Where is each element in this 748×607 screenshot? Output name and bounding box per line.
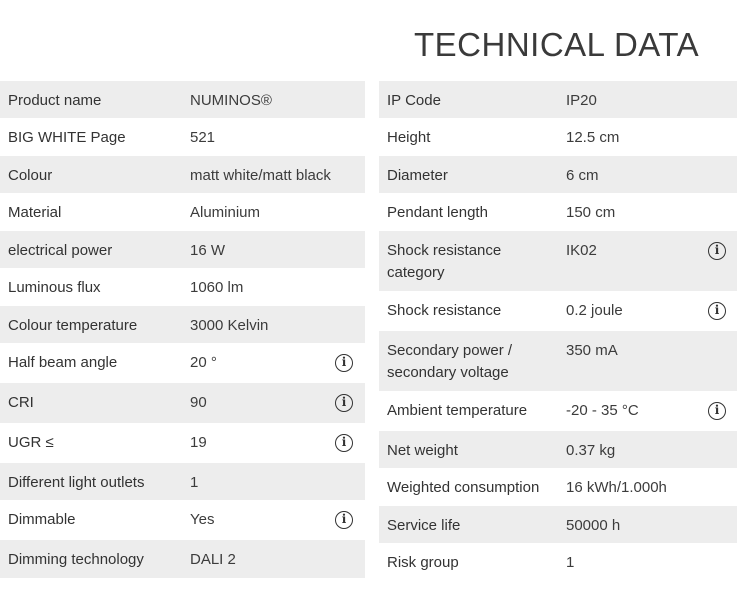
spec-value: 0.37 kg [566,442,616,459]
spec-label: Net weight [387,442,458,459]
spec-value: 6 cm [566,167,599,184]
spec-value: 150 cm [566,204,616,221]
spec-row-colour-temperature [0,306,365,343]
spec-label: Pendant length [387,204,488,221]
spec-label: Height [387,129,431,146]
spec-table-right [379,81,737,581]
spec-value: 1060 lm [190,279,244,296]
spec-label: Luminous flux [8,279,101,296]
info-icon[interactable]: i [708,402,726,420]
spec-label: IP Code [387,92,441,109]
spec-row-shock-resistance-category [379,231,737,291]
spec-value: 521 [190,129,216,146]
spec-value: 20 ° [190,354,217,371]
spec-row-ugr [0,423,365,463]
spec-label: electrical power [8,242,113,259]
spec-label: Half beam angle [8,354,118,371]
spec-label: Different light outlets [8,474,145,491]
spec-row-colour [0,156,365,193]
info-icon[interactable]: i [335,511,353,529]
spec-label: UGR ≤ [8,434,54,451]
spec-row-luminous-flux [0,268,365,306]
spec-row-net-weight [379,431,737,468]
spec-row-cri [0,383,365,423]
spec-value: 350 mA [566,342,618,359]
spec-value: 1 [190,474,199,491]
info-icon[interactable]: i [335,354,353,372]
spec-label: Diameter [387,167,448,184]
spec-row-height [379,118,737,156]
spec-value: Yes [190,511,215,528]
spec-value: Aluminium [190,204,261,221]
spec-value: 50000 h [566,517,621,534]
spec-value: 1 [566,554,575,571]
spec-value: 16 W [190,242,226,259]
info-icon[interactable]: i [708,302,726,320]
spec-row-ambient-temperature [379,391,737,431]
spec-row-ip-code [379,81,737,118]
spec-row-shock-resistance [379,291,737,331]
spec-value: 16 kWh/1.000h [566,479,667,496]
spec-row-product-name [0,81,365,118]
spec-row-risk-group [379,543,737,581]
info-icon[interactable]: i [335,434,353,452]
spec-value: NUMINOS® [190,92,272,109]
spec-value: 19 [190,434,207,451]
spec-value: DALI 2 [190,551,236,568]
info-icon[interactable]: i [335,394,353,412]
spec-label: Material [8,204,62,221]
page-title: TECHNICAL DATA [414,26,700,63]
spec-label: Product name [8,92,102,109]
spec-row-dimming-technology [0,540,365,578]
spec-row-dimmable [0,500,365,540]
spec-row-pendant-length [379,193,737,231]
spec-label: Dimmable [8,511,76,528]
spec-value: 12.5 cm [566,129,620,146]
spec-row-secondary-power [379,331,737,391]
spec-value: 3000 Kelvin [190,317,269,334]
spec-table-left [0,81,365,578]
spec-value: 0.2 joule [566,302,623,319]
spec-label: BIG WHITE Page [8,129,126,146]
spec-label: Colour [8,167,53,184]
spec-label: Shock resistance [387,302,502,319]
spec-row-diameter [379,156,737,193]
spec-label: Dimming technology [8,551,144,568]
spec-label: CRI [8,394,34,411]
spec-row-page [0,118,365,156]
spec-label: Shock resistance category [387,242,502,281]
spec-value: IK02 [566,242,597,259]
spec-value: -20 - 35 °C [566,402,639,419]
spec-label: Risk group [387,554,459,571]
spec-label: Colour temperature [8,317,138,334]
info-icon[interactable]: i [708,242,726,260]
spec-label: Ambient temperature [387,402,528,419]
spec-label: Secondary power / secondary voltage [387,342,513,381]
spec-value: IP20 [566,92,597,109]
spec-label: Weighted consumption [387,479,540,496]
spec-value: 90 [190,394,207,411]
spec-row-half-beam-angle [0,343,365,383]
spec-row-material [0,193,365,231]
spec-row-service-life [379,506,737,543]
spec-row-light-outlets [0,463,365,500]
spec-label: Service life [387,517,461,534]
spec-row-weighted-consumption [379,468,737,506]
spec-row-electrical-power [0,231,365,268]
spec-value: matt white/matt black [190,167,331,184]
